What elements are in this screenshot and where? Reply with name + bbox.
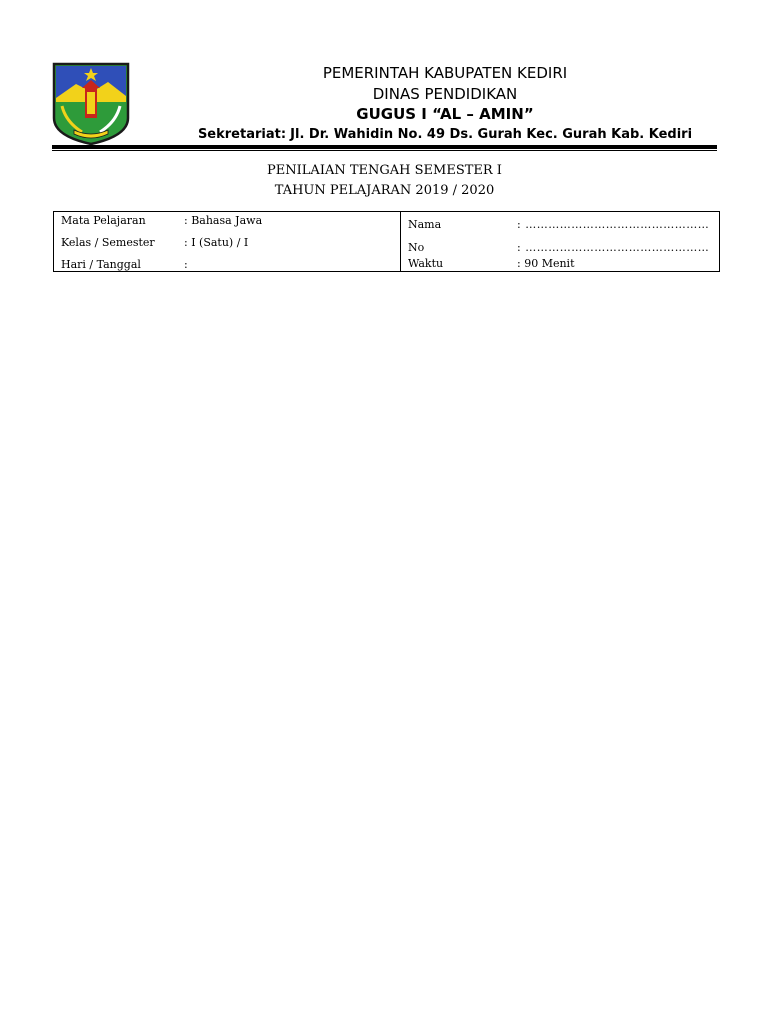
identity-table [53,211,720,272]
label-no: No [408,241,425,254]
document-subtitle: TAHUN PELAJARAN 2019 / 2020 [274,183,495,198]
address-text: Jl. Dr. Wahidin No. 49 Ds. Gurah Kec. Gurah Kab. Kediri [290,127,693,142]
label-mata-pelajaran: Mata Pelajaran [61,214,146,227]
value-mata-pelajaran: : Bahasa Jawa [184,214,263,227]
table-divider [400,212,401,271]
header-rule-thick [52,145,717,149]
value-no: : ………………………………………… [517,241,710,254]
kop-address [160,127,730,142]
header-rule-thin [52,150,717,151]
kop-gugus: GUGUS I “AL – AMIN” [356,105,534,123]
address-prefix: Sekretariat: [197,127,287,142]
kop-pemerintah: PEMERINTAH KABUPATEN KEDIRI [322,64,568,82]
value-nama: : ………………………………………… [517,218,710,231]
document-title: PENILAIAN TENGAH SEMESTER I [267,163,502,178]
kop-dinas: DINAS PENDIDIKAN [372,85,518,103]
label-hari-tanggal: Hari / Tanggal [61,258,141,271]
label-waktu: Waktu [408,257,444,270]
label-nama: Nama [408,218,442,231]
value-kelas-semester: : I (Satu) / I [184,236,249,249]
value-hari-tanggal: : [184,258,188,271]
kabupaten-kediri-logo [52,62,130,146]
label-kelas-semester: Kelas / Semester [61,236,155,249]
value-waktu: : 90 Menit [517,257,575,270]
